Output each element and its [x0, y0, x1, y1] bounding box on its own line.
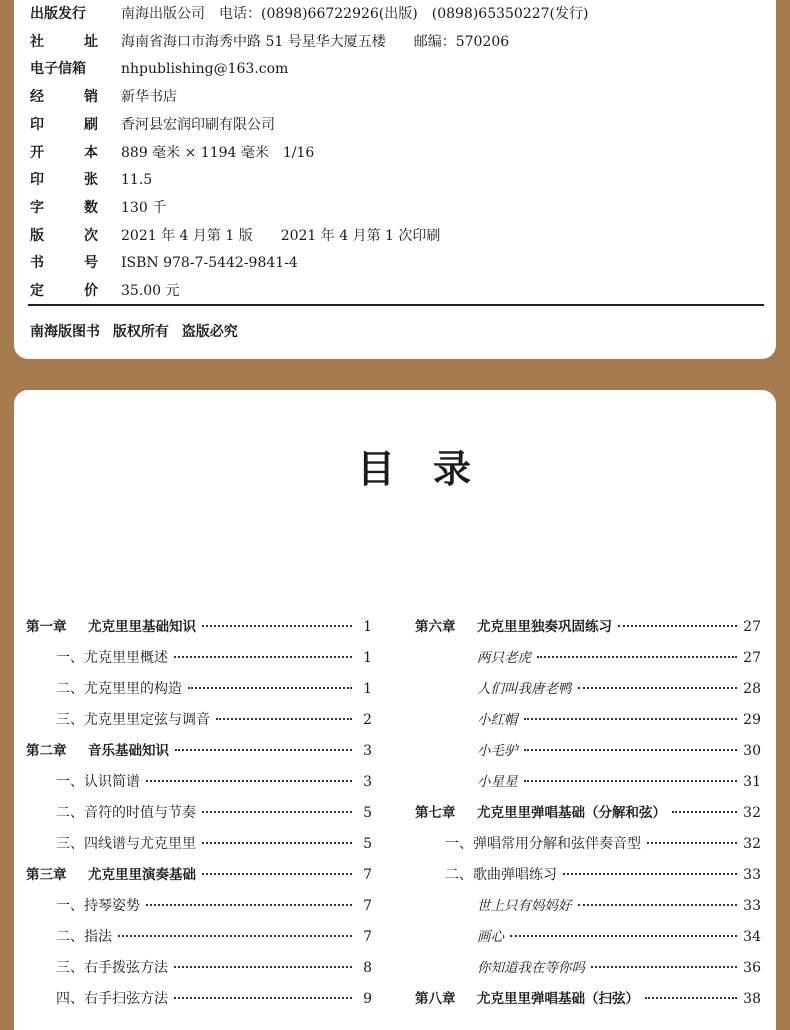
- copyright-label: 印 张: [30, 172, 98, 189]
- page-number: 7: [363, 898, 372, 914]
- dot-leader: [563, 872, 737, 875]
- copyright-label: 社 址: [30, 33, 98, 50]
- chapter-number: 第六章: [415, 619, 456, 635]
- toc-entry[interactable]: [26, 891, 372, 922]
- toc-entry[interactable]: [415, 767, 761, 798]
- copyright-label: 印 刷: [30, 116, 98, 133]
- page-number: 34: [743, 929, 761, 945]
- page-number: 27: [743, 619, 761, 635]
- page-number: 32: [743, 836, 761, 852]
- entry-title: 一、弹唱常用分解和弦伴奏音型: [445, 836, 641, 852]
- toc-entry[interactable]: [415, 705, 761, 736]
- entry-title: 二、指法: [56, 929, 112, 945]
- dot-leader: [188, 686, 352, 689]
- toc-column-right: [415, 612, 761, 1015]
- toc-chapter-entry[interactable]: [26, 860, 372, 891]
- toc-card: [14, 390, 776, 1030]
- toc-entry[interactable]: [26, 829, 372, 860]
- page-number: 3: [363, 743, 372, 759]
- dot-leader: [202, 624, 352, 627]
- dot-leader: [618, 624, 737, 627]
- chapter-number: 第三章: [26, 867, 67, 883]
- entry-title: 尤克里里独奏巩固练习: [477, 619, 612, 635]
- entry-title: 小星星: [477, 774, 518, 790]
- entry-title: 四、右手扫弦方法: [56, 991, 168, 1007]
- dot-leader: [175, 748, 352, 751]
- copyright-value: ISBN 978-7-5442-9841-4: [121, 255, 298, 272]
- entry-title: 小红帽: [477, 712, 518, 728]
- page-number: 31: [743, 774, 761, 790]
- copyright-value: nhpublishing@163.com: [121, 61, 289, 78]
- toc-entry[interactable]: [415, 736, 761, 767]
- dot-leader: [524, 748, 738, 751]
- page-number: 3: [363, 774, 372, 790]
- copyright-card: [14, 0, 776, 359]
- copyright-value: 11.5: [121, 172, 153, 189]
- copyright-label: 电子信箱: [30, 61, 86, 78]
- copyright-label: 版 次: [30, 227, 98, 244]
- toc-entry[interactable]: [415, 891, 761, 922]
- entry-title: 二、歌曲弹唱练习: [445, 867, 557, 883]
- dot-leader: [647, 841, 737, 844]
- toc-entry[interactable]: [415, 860, 761, 891]
- dot-leader: [672, 810, 737, 813]
- toc-entry[interactable]: [415, 643, 761, 674]
- copyright-value: 2021 年 4 月第 1 版 2021 年 4 月第 1 次印刷: [121, 227, 441, 244]
- entry-title: 三、尤克里里定弦与调音: [56, 712, 210, 728]
- dot-leader: [524, 779, 738, 782]
- copyright-label: 出版发行: [30, 6, 86, 22]
- page-number: 38: [743, 991, 761, 1007]
- copyright-label: 字 数: [30, 199, 98, 216]
- entry-title: 一、持琴姿势: [56, 898, 140, 914]
- dot-leader: [578, 903, 738, 906]
- copyright-label: 开 本: [30, 144, 98, 161]
- dot-leader: [174, 965, 352, 968]
- copyright-value: 35.00 元: [121, 283, 180, 299]
- chapter-number: 第七章: [415, 805, 456, 821]
- entry-title: 音乐基础知识: [88, 743, 169, 759]
- dot-leader: [118, 934, 352, 937]
- toc-entry[interactable]: [26, 705, 372, 736]
- dot-leader: [645, 996, 737, 999]
- toc-entry[interactable]: [26, 674, 372, 705]
- page-number: 7: [363, 867, 372, 883]
- chapter-number: 第八章: [415, 991, 456, 1007]
- page-number: 28: [743, 681, 761, 697]
- page-number: 5: [363, 836, 372, 852]
- page-number: 9: [363, 991, 372, 1007]
- toc-entry[interactable]: [415, 829, 761, 860]
- entry-title: 尤克里里基础知识: [88, 619, 196, 635]
- copyright-value: 海南省海口市海秀中路 51 号星华大厦五楼 邮编：570206: [121, 33, 510, 50]
- dot-leader: [146, 903, 352, 906]
- entry-title: 三、右手拨弦方法: [56, 960, 168, 976]
- dot-leader: [591, 965, 737, 968]
- entry-title: 尤克里里弹唱基础（扫弦）: [477, 991, 639, 1007]
- dot-leader: [510, 934, 737, 937]
- dot-leader: [146, 779, 352, 782]
- page-number: 1: [363, 681, 372, 697]
- copyright-footer: 南海版图书 版权所有 盗版必究: [30, 324, 238, 340]
- page-number: 30: [743, 743, 761, 759]
- toc-entry[interactable]: [26, 922, 372, 953]
- page-number: 33: [743, 898, 761, 914]
- toc-entry[interactable]: [415, 953, 761, 984]
- entry-title: 两只老虎: [477, 650, 531, 666]
- toc-entry[interactable]: [26, 953, 372, 984]
- toc-entry[interactable]: [26, 798, 372, 829]
- page-number: 36: [743, 960, 761, 976]
- toc-entry[interactable]: [26, 643, 372, 674]
- entry-title: 世上只有妈妈好: [477, 898, 572, 914]
- page-number: 7: [363, 929, 372, 945]
- dot-leader: [174, 996, 352, 999]
- toc-entry[interactable]: [415, 922, 761, 953]
- dot-leader: [202, 872, 352, 875]
- page-number: 2: [363, 712, 372, 728]
- copyright-value: 南海出版公司 电话：(0898)66722926(出版) (0898)65350227(发行): [121, 6, 589, 22]
- toc-entry[interactable]: [415, 674, 761, 705]
- entry-title: 二、音符的时值与节奏: [56, 805, 196, 821]
- copyright-value: 889 毫米 × 1194 毫米 1/16: [121, 144, 315, 161]
- copyright-value: 新华书店: [121, 89, 177, 106]
- copyright-value: 130 千: [121, 199, 167, 216]
- entry-title: 尤克里里演奏基础: [88, 867, 196, 883]
- entry-title: 你知道我在等你吗: [477, 960, 585, 976]
- toc-chapter-entry[interactable]: [415, 798, 761, 829]
- entry-title: 尤克里里弹唱基础（分解和弦）: [477, 805, 666, 821]
- entry-title: 一、尤克里里概述: [56, 650, 168, 666]
- entry-title: 三、四线谱与尤克里里: [56, 836, 196, 852]
- toc-entry[interactable]: [26, 767, 372, 798]
- dot-leader: [202, 841, 352, 844]
- divider-rule: [28, 304, 764, 306]
- entry-title: 二、尤克里里的构造: [56, 681, 182, 697]
- copyright-value: 香河县宏润印刷有限公司: [121, 116, 275, 133]
- page-number: 8: [363, 960, 372, 976]
- dot-leader: [216, 717, 352, 720]
- copyright-label: 定 价: [30, 283, 98, 299]
- toc-chapter-entry[interactable]: [26, 612, 372, 643]
- page-number: 33: [743, 867, 761, 883]
- page-number: 1: [363, 619, 372, 635]
- toc-chapter-entry[interactable]: [415, 612, 761, 643]
- entry-title: 画心: [477, 929, 504, 945]
- dot-leader: [524, 717, 738, 720]
- dot-leader: [537, 655, 737, 658]
- entry-title: 小毛驴: [477, 743, 518, 759]
- toc-column-left: [26, 612, 372, 1015]
- copyright-label: 经 销: [30, 89, 98, 106]
- copyright-label: 书 号: [30, 255, 98, 272]
- dot-leader: [202, 810, 352, 813]
- dot-leader: [174, 655, 352, 658]
- page-number: 1: [363, 650, 372, 666]
- entry-title: 一、认识简谱: [56, 774, 140, 790]
- toc-title: 目录: [356, 446, 509, 491]
- dot-leader: [578, 686, 738, 689]
- page-number: 29: [743, 712, 761, 728]
- page-number: 32: [743, 805, 761, 821]
- chapter-number: 第二章: [26, 743, 67, 759]
- page-number: 5: [363, 805, 372, 821]
- entry-title: 人们叫我唐老鸭: [477, 681, 572, 697]
- toc-chapter-entry[interactable]: [26, 736, 372, 767]
- page-number: 27: [743, 650, 761, 666]
- chapter-number: 第一章: [26, 619, 67, 635]
